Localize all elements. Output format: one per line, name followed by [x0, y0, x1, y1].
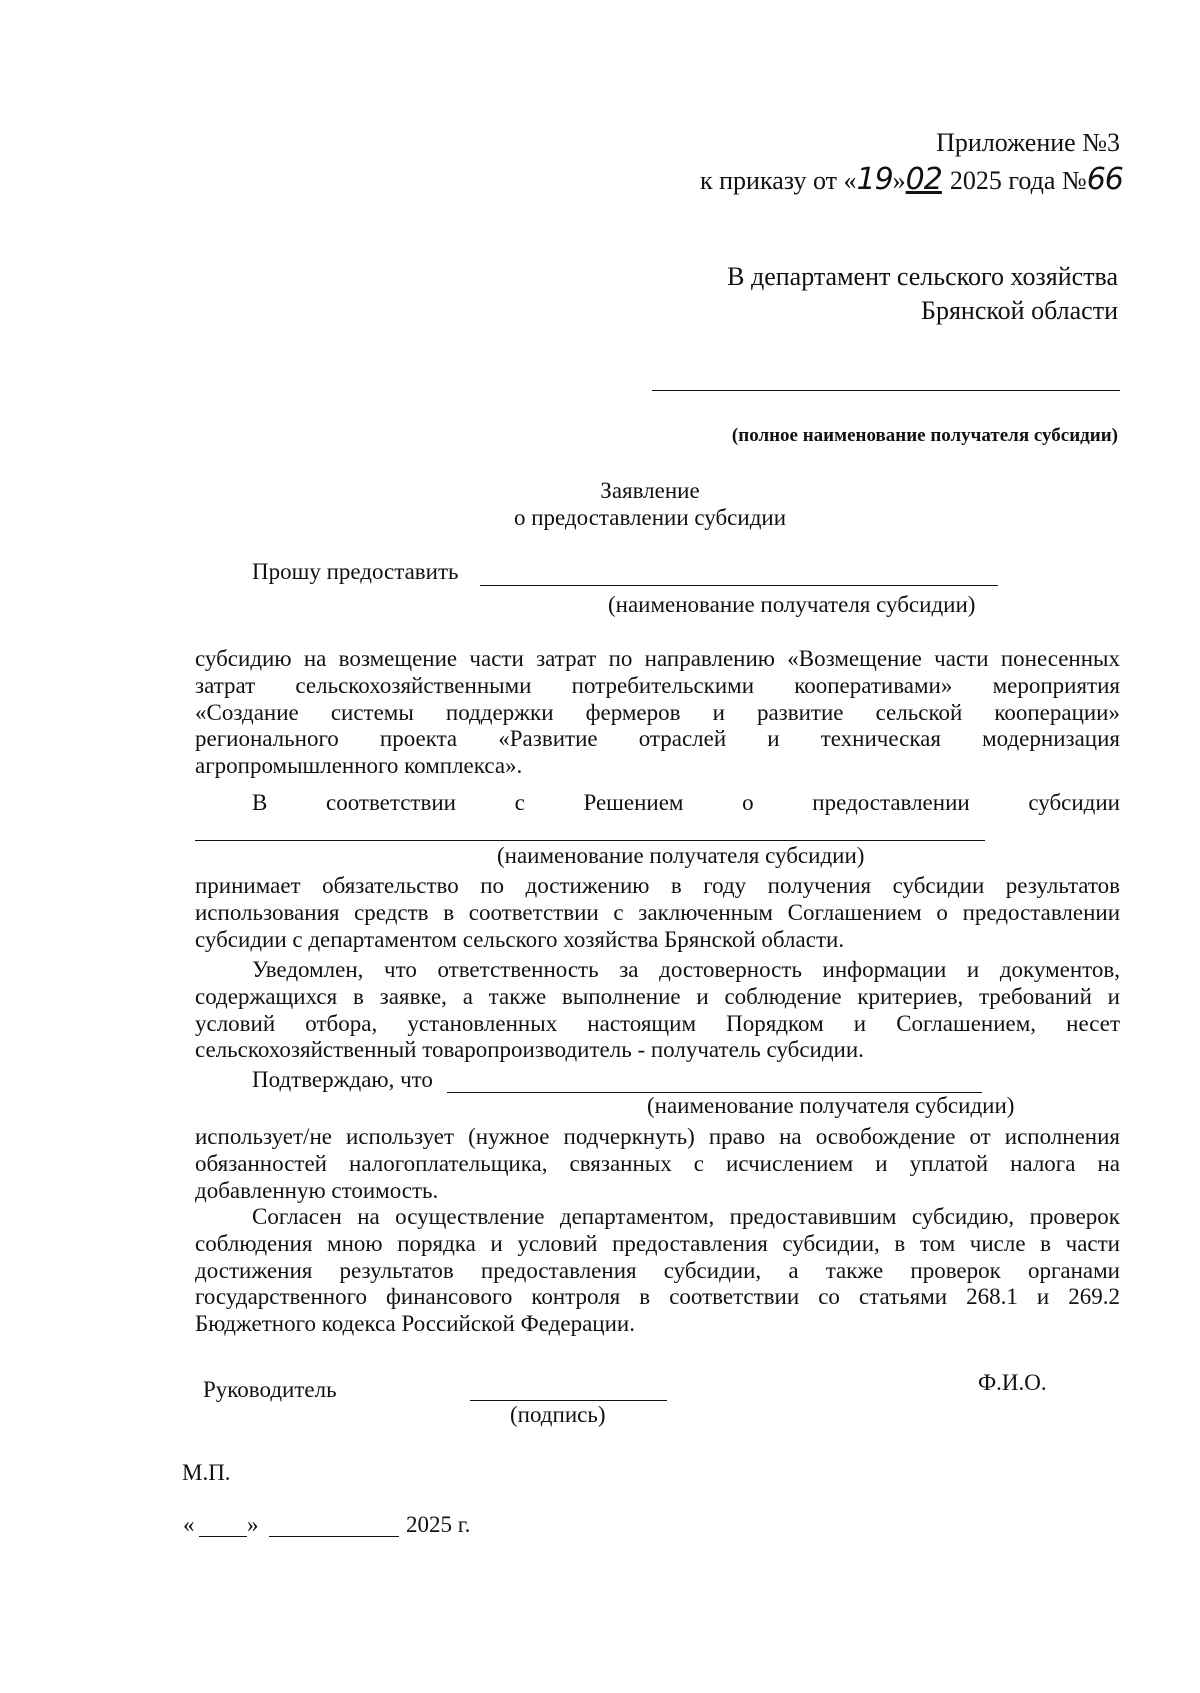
decision-caption: (наименование получателя субсидии): [497, 843, 865, 868]
paragraph-obligation: [195, 873, 1120, 953]
text-line: Согласен на осуществление департаментом, предоставившим субсидию, проверок: [252, 1204, 1120, 1229]
stamp-label: М.П.: [182, 1460, 231, 1485]
text-line: агропромышленного комплекса».: [195, 753, 523, 779]
order-mid: »: [892, 166, 906, 195]
document-title: Заявление: [600, 478, 700, 503]
date-open-quote: «: [183, 1512, 195, 1537]
document-subtitle: о предоставлении субсидии: [513, 505, 787, 530]
text-line: субсидию на возмещение части затрат по направлению «Возмещение части понесенных: [195, 646, 1120, 671]
date-month-line: [269, 1536, 399, 1537]
request-label: Прошу предоставить: [252, 559, 459, 584]
order-day-handwritten: 19: [856, 162, 893, 197]
text-line: затрат сельскохозяйственными потребительскими кооперативами» мероприятия: [195, 672, 1120, 698]
text-line: субсидии с департаментом сельского хозяйства Брянской области.: [195, 926, 845, 952]
text-line: «Создание системы поддержки фермеров и развитие сельской кооперации»: [195, 699, 1120, 725]
text-line: Уведомлен, что ответственность за достоверность информации и документов,: [252, 957, 1120, 982]
recipient-caption: (полное наименование получателя субсидии): [731, 425, 1118, 446]
fio-label: Ф.И.О.: [978, 1370, 1047, 1395]
signature-caption: (подпись): [510, 1402, 606, 1427]
order-prefix: к приказу от «: [700, 166, 857, 195]
text-line: содержащихся в заявке, а также выполнение и соблюдение критериев, требований и: [195, 983, 1120, 1009]
date-year: 2025 г.: [406, 1512, 471, 1537]
order-month-handwritten: 02: [905, 162, 942, 197]
head-label: Руководитель: [203, 1377, 337, 1402]
date-close-quote: »: [247, 1512, 259, 1537]
text-line: сельскохозяйственный товаропроизводитель - получатель субсидии.: [195, 1037, 864, 1063]
date-day-line: [199, 1536, 247, 1537]
decision-name-line: [195, 840, 985, 841]
text-line: обязанностей налогоплательщика, связанных с исчислением и уплатой налога на: [195, 1150, 1120, 1176]
confirm-caption: (наименование получателя субсидии): [647, 1093, 1015, 1118]
appendix-number: Приложение №3: [936, 128, 1120, 157]
request-name-line: [480, 585, 998, 586]
confirm-label: Подтверждаю, что: [252, 1067, 433, 1092]
text-line: В соответствии с Решением о предоставлении субсидии: [252, 790, 1120, 815]
recipient-name-line: [652, 390, 1120, 391]
order-reference: [700, 162, 1123, 197]
request-caption: (наименование получателя субсидии): [608, 592, 976, 617]
order-number-handwritten: 66: [1086, 162, 1123, 197]
text-line: соблюдения мною порядка и условий предоставления субсидии, в том числе в части: [195, 1230, 1120, 1256]
text-line: использует/не использует (нужное подчеркнуть) право на освобождение от исполнения: [195, 1124, 1120, 1149]
text-line: условий отбора, установленных настоящим Порядком и Соглашением, несет: [195, 1010, 1120, 1036]
paragraph-decision: [252, 790, 1120, 817]
paragraph-subsidy-purpose: [195, 646, 1120, 780]
paragraph-responsibility: [195, 957, 1120, 1064]
text-line: использования средств в соответствии с заключенным Соглашением о предоставлении: [195, 899, 1120, 925]
text-line: принимает обязательство по достижению в году получения субсидии результатов: [195, 873, 1120, 898]
text-line: достижения результатов предоставления субсидии, а также проверок органами: [195, 1257, 1120, 1283]
text-line: регионального проекта «Развитие отраслей и техническая модернизация: [195, 726, 1120, 752]
text-line: государственного финансового контроля в соответствии со статьями 268.1 и 269.2: [195, 1284, 1120, 1310]
addressee-line1: В департамент сельского хозяйства: [727, 262, 1118, 291]
paragraph-vat: [195, 1124, 1120, 1204]
addressee-line2: Брянской области: [921, 296, 1118, 325]
order-year-text: 2025 года №: [949, 166, 1087, 195]
signature-line: [470, 1400, 667, 1401]
text-line: добавленную стоимость.: [195, 1177, 439, 1203]
paragraph-consent: [195, 1204, 1120, 1338]
text-line: Бюджетного кодекса Российской Федерации.: [195, 1311, 635, 1337]
